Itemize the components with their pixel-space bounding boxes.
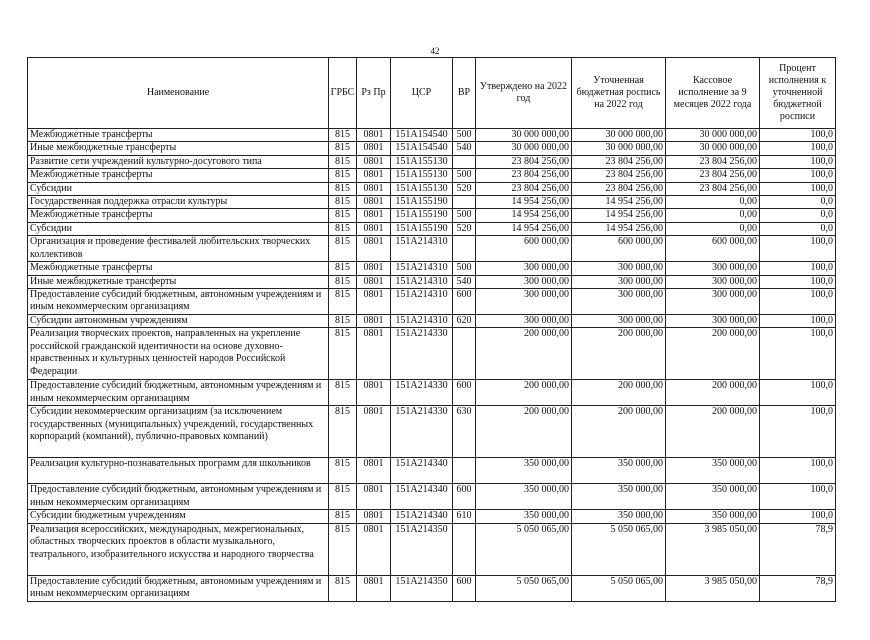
row-approved: 350 000,00 <box>476 484 572 510</box>
row-grbs: 815 <box>329 222 357 235</box>
row-name: Субсидии автономным учреждениям <box>28 315 329 328</box>
row-rzpr: 0801 <box>357 484 391 510</box>
row-vr <box>453 196 476 209</box>
row-revised: 30 000 000,00 <box>572 142 666 155</box>
row-name: Субсидии <box>28 182 329 195</box>
row-grbs: 815 <box>329 209 357 222</box>
row-name: Предоставление субсидий бюджетным, автономным учреждениям и иным некоммерческим организациям <box>28 289 329 315</box>
row-cash: 200 000,00 <box>666 328 760 380</box>
row-revised: 14 954 256,00 <box>572 196 666 209</box>
row-percent: 100,0 <box>760 406 836 458</box>
row-percent: 78,9 <box>760 575 836 601</box>
table-header-row <box>28 58 836 129</box>
row-grbs: 815 <box>329 575 357 601</box>
table-row <box>28 142 836 155</box>
row-cash: 0,00 <box>666 209 760 222</box>
header-vr: ВР <box>453 58 476 129</box>
row-grbs: 815 <box>329 182 357 195</box>
row-vr: 520 <box>453 222 476 235</box>
header-cash: Кассовое исполнение за 9 месяцев 2022 года <box>666 58 760 129</box>
row-cash: 3 985 050,00 <box>666 575 760 601</box>
row-cash: 23 804 256,00 <box>666 169 760 182</box>
row-grbs: 815 <box>329 262 357 275</box>
row-name: Развитие сети учреждений культурно-досугового типа <box>28 155 329 168</box>
row-vr <box>453 236 476 262</box>
row-vr: 620 <box>453 315 476 328</box>
row-grbs: 815 <box>329 289 357 315</box>
row-revised: 350 000,00 <box>572 484 666 510</box>
row-grbs: 815 <box>329 275 357 288</box>
table-row <box>28 315 836 328</box>
table-row <box>28 458 836 484</box>
row-revised: 23 804 256,00 <box>572 182 666 195</box>
row-name: Иные межбюджетные трансферты <box>28 142 329 155</box>
header-csr: ЦСР <box>391 58 453 129</box>
row-rzpr: 0801 <box>357 275 391 288</box>
row-approved: 300 000,00 <box>476 262 572 275</box>
row-csr: 151А214340 <box>391 484 453 510</box>
row-vr: 500 <box>453 129 476 142</box>
row-cash: 30 000 000,00 <box>666 129 760 142</box>
row-percent: 100,0 <box>760 182 836 195</box>
row-name: Межбюджетные трансферты <box>28 169 329 182</box>
row-percent: 100,0 <box>760 236 836 262</box>
row-grbs: 815 <box>329 155 357 168</box>
row-name: Организация и проведение фестивалей любительских творческих коллективов <box>28 236 329 262</box>
row-name: Реализация всероссийских, международных, межрегиональных, областных творческих проектов в области музыкального, театрального, изобразительного искусства и народного творчества <box>28 523 329 575</box>
row-name: Межбюджетные трансферты <box>28 209 329 222</box>
row-name: Иные межбюджетные трансферты <box>28 275 329 288</box>
row-approved: 14 954 256,00 <box>476 196 572 209</box>
row-rzpr: 0801 <box>357 315 391 328</box>
row-rzpr: 0801 <box>357 262 391 275</box>
header-rzpr: Рз Пр <box>357 58 391 129</box>
row-approved: 300 000,00 <box>476 275 572 288</box>
row-rzpr: 0801 <box>357 129 391 142</box>
row-approved: 14 954 256,00 <box>476 222 572 235</box>
row-approved: 23 804 256,00 <box>476 182 572 195</box>
row-vr <box>453 458 476 484</box>
row-percent: 78,9 <box>760 523 836 575</box>
row-rzpr: 0801 <box>357 380 391 406</box>
row-csr: 151А214310 <box>391 236 453 262</box>
row-grbs: 815 <box>329 129 357 142</box>
row-name: Предоставление субсидий бюджетным, автономным учреждениям и иным некоммерческим организациям <box>28 484 329 510</box>
table-row <box>28 182 836 195</box>
row-approved: 30 000 000,00 <box>476 129 572 142</box>
row-rzpr: 0801 <box>357 458 391 484</box>
row-vr: 630 <box>453 406 476 458</box>
row-rzpr: 0801 <box>357 196 391 209</box>
row-vr: 520 <box>453 182 476 195</box>
row-rzpr: 0801 <box>357 169 391 182</box>
table-row <box>28 129 836 142</box>
row-rzpr: 0801 <box>357 155 391 168</box>
row-name: Предоставление субсидий бюджетным, автономным учреждениям и иным некоммерческим организациям <box>28 575 329 601</box>
row-approved: 23 804 256,00 <box>476 169 572 182</box>
row-cash: 23 804 256,00 <box>666 155 760 168</box>
row-rzpr: 0801 <box>357 289 391 315</box>
row-percent: 0,0 <box>760 222 836 235</box>
row-revised: 30 000 000,00 <box>572 129 666 142</box>
row-vr: 540 <box>453 142 476 155</box>
row-revised: 14 954 256,00 <box>572 222 666 235</box>
row-revised: 14 954 256,00 <box>572 209 666 222</box>
row-csr: 151А155130 <box>391 169 453 182</box>
table-row <box>28 209 836 222</box>
row-name: Реализация культурно-познавательных программ для школьников <box>28 458 329 484</box>
row-revised: 300 000,00 <box>572 275 666 288</box>
row-revised: 200 000,00 <box>572 406 666 458</box>
row-cash: 300 000,00 <box>666 289 760 315</box>
table-row <box>28 523 836 575</box>
row-percent: 100,0 <box>760 380 836 406</box>
row-cash: 200 000,00 <box>666 406 760 458</box>
row-approved: 300 000,00 <box>476 315 572 328</box>
row-vr: 610 <box>453 510 476 523</box>
header-name: Наименование <box>28 58 329 129</box>
row-csr: 151А214330 <box>391 406 453 458</box>
row-name: Межбюджетные трансферты <box>28 129 329 142</box>
budget-table <box>27 57 836 602</box>
row-grbs: 815 <box>329 458 357 484</box>
row-vr: 500 <box>453 209 476 222</box>
row-grbs: 815 <box>329 142 357 155</box>
table-row <box>28 380 836 406</box>
row-vr: 600 <box>453 575 476 601</box>
row-rzpr: 0801 <box>357 182 391 195</box>
row-percent: 100,0 <box>760 129 836 142</box>
table-row <box>28 236 836 262</box>
row-grbs: 815 <box>329 169 357 182</box>
row-cash: 200 000,00 <box>666 380 760 406</box>
row-csr: 151А155190 <box>391 209 453 222</box>
row-vr: 500 <box>453 262 476 275</box>
row-approved: 200 000,00 <box>476 328 572 380</box>
row-rzpr: 0801 <box>357 328 391 380</box>
row-approved: 350 000,00 <box>476 510 572 523</box>
row-vr: 540 <box>453 275 476 288</box>
row-rzpr: 0801 <box>357 523 391 575</box>
row-csr: 151А154540 <box>391 129 453 142</box>
row-approved: 30 000 000,00 <box>476 142 572 155</box>
table-row <box>28 289 836 315</box>
row-revised: 600 000,00 <box>572 236 666 262</box>
table-row <box>28 169 836 182</box>
header-percent: Процент исполнения к уточненной бюджетной росписи <box>760 58 836 129</box>
row-rzpr: 0801 <box>357 575 391 601</box>
row-percent: 100,0 <box>760 484 836 510</box>
table-row <box>28 484 836 510</box>
row-revised: 23 804 256,00 <box>572 155 666 168</box>
row-percent: 100,0 <box>760 142 836 155</box>
row-csr: 151А155190 <box>391 196 453 209</box>
row-approved: 200 000,00 <box>476 380 572 406</box>
row-percent: 100,0 <box>760 169 836 182</box>
row-cash: 300 000,00 <box>666 275 760 288</box>
row-rzpr: 0801 <box>357 406 391 458</box>
table-row <box>28 275 836 288</box>
row-vr <box>453 328 476 380</box>
row-percent: 0,0 <box>760 196 836 209</box>
row-csr: 151А214350 <box>391 523 453 575</box>
row-rzpr: 0801 <box>357 142 391 155</box>
row-name: Субсидии бюджетным учреждениям <box>28 510 329 523</box>
row-approved: 14 954 256,00 <box>476 209 572 222</box>
row-grbs: 815 <box>329 328 357 380</box>
row-revised: 300 000,00 <box>572 262 666 275</box>
row-approved: 5 050 065,00 <box>476 575 572 601</box>
row-name: Субсидии некоммерческим организациям (за исключением государственных (муниципальных) учреждений, государственных корпораций (компаний), публично-правовых компаний) <box>28 406 329 458</box>
row-csr: 151А214340 <box>391 458 453 484</box>
row-cash: 300 000,00 <box>666 315 760 328</box>
table-row <box>28 222 836 235</box>
row-approved: 23 804 256,00 <box>476 155 572 168</box>
row-csr: 151А214310 <box>391 289 453 315</box>
row-csr: 151А155190 <box>391 222 453 235</box>
row-grbs: 815 <box>329 484 357 510</box>
row-revised: 350 000,00 <box>572 458 666 484</box>
table-row <box>28 196 836 209</box>
header-grbs: ГРБС <box>329 58 357 129</box>
row-name: Государственная поддержка отрасли культуры <box>28 196 329 209</box>
table-row <box>28 510 836 523</box>
row-name: Предоставление субсидий бюджетным, автономным учреждениям и иным некоммерческим организациям <box>28 380 329 406</box>
row-vr: 600 <box>453 484 476 510</box>
row-cash: 350 000,00 <box>666 484 760 510</box>
row-cash: 350 000,00 <box>666 510 760 523</box>
row-approved: 200 000,00 <box>476 406 572 458</box>
row-revised: 200 000,00 <box>572 380 666 406</box>
row-name: Межбюджетные трансферты <box>28 262 329 275</box>
row-rzpr: 0801 <box>357 510 391 523</box>
row-revised: 200 000,00 <box>572 328 666 380</box>
row-percent: 100,0 <box>760 275 836 288</box>
row-vr: 500 <box>453 169 476 182</box>
row-cash: 0,00 <box>666 196 760 209</box>
row-name: Субсидии <box>28 222 329 235</box>
row-percent: 100,0 <box>760 328 836 380</box>
row-cash: 3 985 050,00 <box>666 523 760 575</box>
row-csr: 151А214350 <box>391 575 453 601</box>
row-rzpr: 0801 <box>357 222 391 235</box>
row-approved: 300 000,00 <box>476 289 572 315</box>
row-grbs: 815 <box>329 196 357 209</box>
row-csr: 151А155130 <box>391 155 453 168</box>
row-grbs: 815 <box>329 315 357 328</box>
row-percent: 100,0 <box>760 315 836 328</box>
table-row <box>28 155 836 168</box>
row-revised: 300 000,00 <box>572 289 666 315</box>
header-approved: Утверждено на 2022 год <box>476 58 572 129</box>
row-percent: 100,0 <box>760 458 836 484</box>
row-vr <box>453 523 476 575</box>
row-grbs: 815 <box>329 523 357 575</box>
row-csr: 151А214310 <box>391 275 453 288</box>
row-revised: 350 000,00 <box>572 510 666 523</box>
row-revised: 300 000,00 <box>572 315 666 328</box>
row-grbs: 815 <box>329 380 357 406</box>
row-csr: 151А154540 <box>391 142 453 155</box>
table-row <box>28 406 836 458</box>
row-grbs: 815 <box>329 406 357 458</box>
row-revised: 5 050 065,00 <box>572 575 666 601</box>
page-number: 42 <box>430 46 440 56</box>
table-row <box>28 328 836 380</box>
row-vr <box>453 155 476 168</box>
row-rzpr: 0801 <box>357 209 391 222</box>
row-approved: 5 050 065,00 <box>476 523 572 575</box>
row-vr: 600 <box>453 289 476 315</box>
row-csr: 151А214330 <box>391 380 453 406</box>
row-cash: 30 000 000,00 <box>666 142 760 155</box>
row-percent: 0,0 <box>760 209 836 222</box>
row-name: Реализация творческих проектов, направленных на укрепление российской гражданской идентичности на основе духовно-нравственных и культурных ценностей народов Российской Федерации <box>28 328 329 380</box>
row-percent: 100,0 <box>760 155 836 168</box>
row-cash: 600 000,00 <box>666 236 760 262</box>
row-percent: 100,0 <box>760 289 836 315</box>
row-cash: 350 000,00 <box>666 458 760 484</box>
row-percent: 100,0 <box>760 262 836 275</box>
header-revised: Уточненная бюджетная роспись на 2022 год <box>572 58 666 129</box>
row-percent: 100,0 <box>760 510 836 523</box>
row-csr: 151А214310 <box>391 315 453 328</box>
row-revised: 5 050 065,00 <box>572 523 666 575</box>
row-grbs: 815 <box>329 236 357 262</box>
row-cash: 0,00 <box>666 222 760 235</box>
row-approved: 600 000,00 <box>476 236 572 262</box>
row-csr: 151А214340 <box>391 510 453 523</box>
table-row <box>28 575 836 601</box>
row-csr: 151А214310 <box>391 262 453 275</box>
row-vr: 600 <box>453 380 476 406</box>
row-cash: 23 804 256,00 <box>666 182 760 195</box>
row-csr: 151А214330 <box>391 328 453 380</box>
row-approved: 350 000,00 <box>476 458 572 484</box>
row-cash: 300 000,00 <box>666 262 760 275</box>
row-csr: 151А155130 <box>391 182 453 195</box>
row-revised: 23 804 256,00 <box>572 169 666 182</box>
table-row <box>28 262 836 275</box>
row-grbs: 815 <box>329 510 357 523</box>
row-rzpr: 0801 <box>357 236 391 262</box>
